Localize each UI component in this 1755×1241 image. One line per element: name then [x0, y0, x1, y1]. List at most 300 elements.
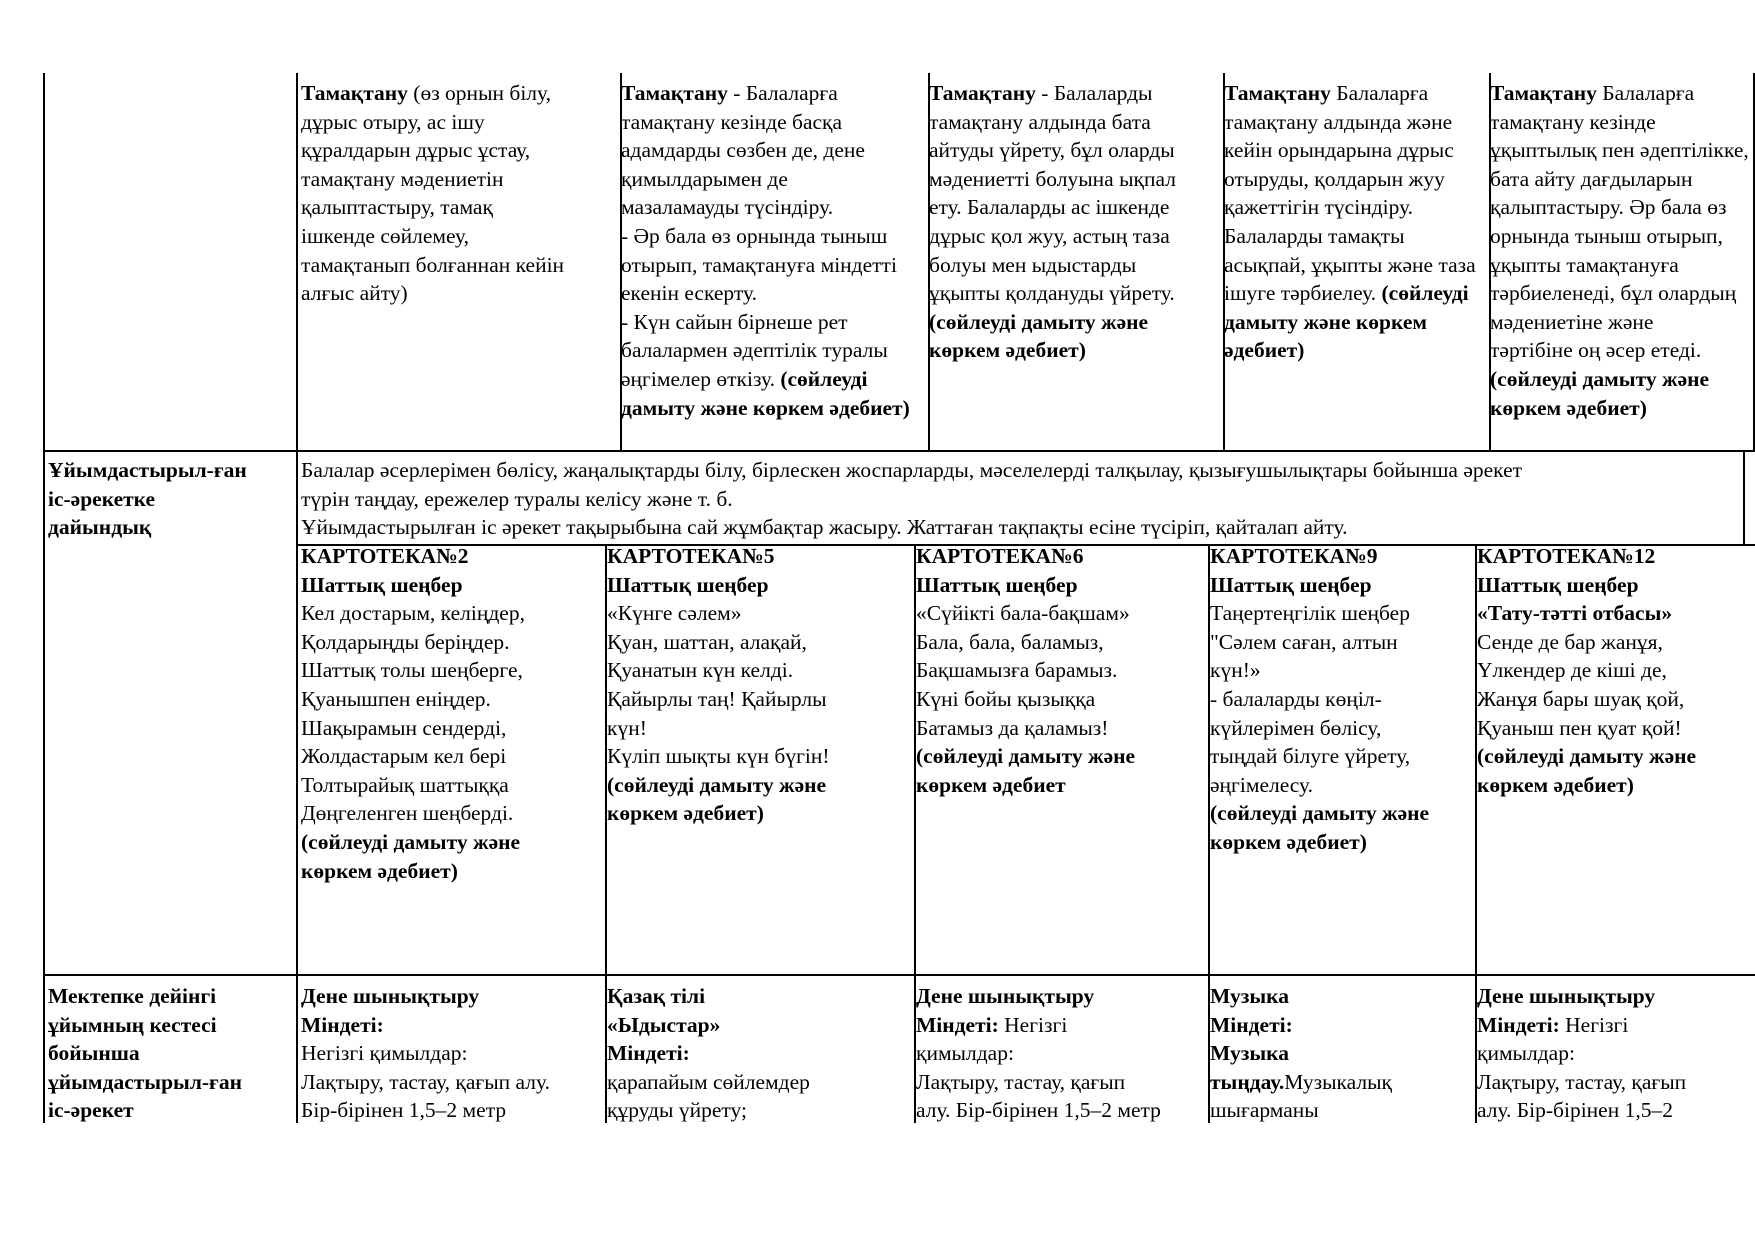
text: Толтырайық шаттыққа [301, 772, 509, 797]
text: Дөңгеленген шеңберді. [301, 801, 514, 826]
text-line [607, 599, 914, 628]
text: балалармен әдептілік туралы [621, 338, 888, 363]
bold-text: Музыка [1210, 984, 1289, 1008]
prep-cell-5 [1473, 539, 1755, 973]
text-line [1490, 251, 1753, 280]
text: қалыптастыру, тамақ [301, 195, 493, 220]
text: ішуге тәрбиелеу. [1224, 281, 1382, 306]
text: - балаларды көңіл- [1210, 686, 1382, 711]
text-line [929, 251, 1222, 280]
text-line [1210, 1039, 1475, 1068]
text-line [48, 485, 296, 514]
text: түрін таңдау, ережелер туралы келісу және т. б. [301, 486, 733, 511]
text-line [929, 165, 1222, 194]
text: "Сәлем саған, алтын [1210, 629, 1398, 654]
text: Жанұя бары шуақ қой, [1477, 686, 1685, 711]
text: Шақырамын сендерді, [301, 715, 507, 740]
text: тамақтану алдында және [1224, 109, 1453, 134]
text: Қайырлы таң! Қайырлы [607, 686, 827, 711]
bold-text: (сөйлеуді [1381, 281, 1469, 306]
text: айтуды үйрету, бұл оларды [929, 138, 1175, 163]
text-line [1210, 982, 1475, 1011]
text-line [916, 714, 1208, 743]
bold-text: (сөйлеуді дамыту және [1490, 366, 1710, 391]
text-line [929, 279, 1222, 308]
text-line [607, 1068, 914, 1097]
meals-cell-4 [1220, 76, 1488, 448]
text: қарапайым сөйлемдер [607, 1069, 810, 1094]
bold-text: (сөйлеуді дамыту және [1477, 744, 1697, 769]
text-line [301, 513, 1743, 542]
meals-cell-5 [1486, 76, 1753, 448]
text-line [607, 742, 914, 771]
bold-text: әдебиет) [1224, 338, 1305, 363]
text-line [607, 571, 914, 600]
text: шығарманы [1210, 1098, 1319, 1123]
meals-cell-2 [617, 76, 927, 448]
prep-cell-2 [603, 539, 914, 973]
text-line [301, 279, 619, 308]
text-line [1210, 628, 1475, 657]
text: қажеттігін түсіндіру. [1224, 195, 1414, 220]
text-line [1477, 685, 1755, 714]
bold-text: ұйымдастырыл-ған [48, 1069, 242, 1094]
text: Қолдарыңды беріңдер. [301, 629, 510, 654]
text-line [929, 336, 1222, 365]
text: Батамыз да қаламыз! [916, 715, 1109, 740]
bold-text: бойынша [48, 1041, 140, 1066]
text: тамақтану алдында бата [929, 109, 1151, 134]
text-line [301, 685, 605, 714]
text: Негізгі қимылдар: [301, 1041, 468, 1066]
bold-text: дамыту және көркем әдебиет) [621, 395, 910, 420]
bold-text: Мектепке дейінгі [48, 984, 217, 1008]
text: Жолдастарым кел бері [301, 744, 507, 769]
prep-label [44, 453, 296, 653]
bold-text: Ұйымдастырыл-ған [48, 458, 247, 482]
bold-text: Тамақтану [621, 81, 728, 105]
text: (өз орнын білу, [407, 81, 552, 105]
bold-text: Музыка [1210, 1041, 1289, 1066]
text: мазаламауды түсіндіру. [621, 195, 834, 220]
text-line [621, 165, 927, 194]
bold-text: көркем әдебиет) [929, 338, 1086, 363]
bold-text: Дене шынықтыру [1477, 984, 1656, 1008]
text: Үлкендер де кіші де, [1477, 658, 1667, 683]
text-line [607, 1096, 914, 1124]
bold-text: дайындық [48, 515, 152, 540]
text-line [916, 599, 1208, 628]
text-line [301, 828, 605, 857]
bold-text: Міндеті: [1477, 1012, 1560, 1037]
text-line [1477, 982, 1755, 1011]
text-line [1210, 742, 1475, 771]
text: дұрыс қол жуу, астың таза [929, 223, 1170, 248]
text-line [1210, 828, 1475, 857]
bold-text: Шаттық шеңбер [607, 572, 769, 597]
text: - Балаларға [727, 81, 838, 105]
text: Күліп шықты күн бүгін! [607, 744, 830, 769]
text-line [301, 108, 619, 137]
text: ұқыптылық пен әдептілікке, [1490, 138, 1749, 163]
text-line [916, 656, 1208, 685]
text-line [1210, 571, 1475, 600]
bold-text: КАРТОТЕКА№9 [1210, 544, 1378, 568]
text-line [916, 1039, 1208, 1068]
schedule-cell-3 [912, 979, 1208, 1124]
text-line [1224, 136, 1488, 165]
text: тамақтану кезінде [1490, 109, 1656, 134]
text: адамдарды сөзбен де, дене [621, 138, 865, 163]
bold-text: Шаттық шеңбер [301, 572, 463, 597]
text-line [1224, 279, 1488, 308]
text-line [1477, 771, 1755, 800]
text-line [916, 571, 1208, 600]
text-line [1490, 136, 1753, 165]
row-divider-2 [43, 974, 1755, 976]
text-line [929, 193, 1222, 222]
text-line [1224, 222, 1488, 251]
text: тәрбиеленеді, бұл олардың [1490, 281, 1737, 306]
text: тыңдай білуге үйрету, [1210, 744, 1411, 769]
text-line [301, 251, 619, 280]
text-line [916, 685, 1208, 714]
text-line [301, 857, 605, 886]
text: құруды үйрету; [607, 1098, 747, 1123]
text: Лақтыру, тастау, қағып [1477, 1069, 1687, 1094]
text-line [916, 982, 1208, 1011]
bold-text: (сөйлеуді дамыту және [929, 309, 1149, 334]
text-line [1224, 193, 1488, 222]
text: «Сүйікті бала-бақшам» [916, 601, 1130, 626]
text-line [48, 456, 296, 485]
text-line [301, 982, 605, 1011]
text-line [1224, 336, 1488, 365]
text-line [621, 365, 927, 394]
text-line [621, 394, 927, 423]
text-line [301, 485, 1743, 514]
schedule-cell-4 [1206, 979, 1475, 1124]
text: күйлерімен бөлісу, [1210, 715, 1382, 740]
text-line [607, 685, 914, 714]
text-line [1477, 714, 1755, 743]
text: тәртібіне оң әсер етеді. [1490, 338, 1702, 363]
meals-cell-3 [925, 76, 1222, 448]
text-line [48, 982, 296, 1011]
text: алғыс айту) [301, 281, 408, 306]
bold-text: тыңдау. [1210, 1069, 1285, 1094]
text-line [1490, 193, 1753, 222]
text-line [621, 79, 927, 108]
bold-text: КАРТОТЕКА№6 [916, 544, 1084, 568]
text: күн! [607, 715, 647, 740]
text-line [1210, 599, 1475, 628]
text-line [1210, 685, 1475, 714]
text-line [1490, 336, 1753, 365]
text: отыруды, қолдарын жуу [1224, 166, 1445, 191]
text-line [48, 513, 296, 542]
bold-text: «Ыдыстар» [607, 1012, 721, 1037]
text: екенін ескерту. [621, 281, 757, 306]
text: әңгімелер өткізу. [621, 366, 781, 391]
text-line [48, 1096, 296, 1124]
bold-text: «Тату-тәтті отбасы» [1477, 601, 1673, 626]
text: Кел достарым, келіңдер, [301, 601, 525, 626]
text-line [621, 251, 927, 280]
text: Лақтыру, тастау, қағып алу. [301, 1069, 550, 1094]
text: ішкенде сөйлемеу, [301, 223, 470, 248]
bold-text: Міндеті: [1210, 1012, 1293, 1037]
text-line [48, 1039, 296, 1068]
text: Шаттық толы шеңберге, [301, 658, 523, 683]
text-line [301, 1011, 605, 1040]
text: Қуанышпен еніңдер. [301, 686, 491, 711]
text-line [301, 571, 605, 600]
bold-text: (сөйлеуді дамыту және [916, 744, 1136, 769]
text-line [1477, 1068, 1755, 1097]
text-line [1490, 222, 1753, 251]
meals-border-right [1753, 73, 1755, 450]
text-line [929, 222, 1222, 251]
bold-text: іс-әрекет [48, 1098, 134, 1123]
text: ұқыпты қолдануды үйрету. [929, 281, 1175, 306]
text: орнында тыныш отырып, [1490, 223, 1723, 248]
bold-text: Шаттық шеңбер [1477, 572, 1639, 597]
text-line [1477, 656, 1755, 685]
text-line [1477, 599, 1755, 628]
text-line [1490, 165, 1753, 194]
bold-text: көркем әдебиет) [1210, 829, 1367, 854]
text: бата айту дағдыларын [1490, 166, 1693, 191]
prep-cell-3 [912, 539, 1208, 973]
text-line [301, 599, 605, 628]
bold-text: Шаттық шеңбер [916, 572, 1078, 597]
text-line [1490, 394, 1753, 423]
text: ету. Балаларды ас ішкенде [929, 195, 1170, 220]
text-line [1224, 108, 1488, 137]
bold-text: Міндеті: [301, 1012, 384, 1037]
text-line [621, 193, 927, 222]
text-line [301, 193, 619, 222]
text-line [301, 771, 605, 800]
schedule-cell-5 [1473, 979, 1755, 1124]
text: алу. Бір-бірінен 1,5–2 метр [916, 1098, 1161, 1123]
schedule-label [44, 979, 296, 1124]
text-line [301, 1068, 605, 1097]
text-line [607, 799, 914, 828]
text-line [1224, 251, 1488, 280]
bold-text: КАРТОТЕКА№2 [301, 544, 469, 568]
text: Негізгі [998, 1012, 1068, 1037]
text: Қуан, шаттан, алақай, [607, 629, 807, 654]
text: Балаларды тамақты [1224, 223, 1405, 248]
text-line [929, 308, 1222, 337]
text: мәдениетіне және [1490, 309, 1654, 334]
bold-text: (сөйлеуді дамыту және [607, 772, 827, 797]
bold-text: Міндеті: [916, 1012, 999, 1037]
text-line [1210, 771, 1475, 800]
text-line [916, 1068, 1208, 1097]
text-line [607, 982, 914, 1011]
text: Қуаныш пен қуат қой! [1477, 715, 1682, 740]
bold-text: Шаттық шеңбер [1210, 572, 1372, 597]
text: тамақтанып болғаннан кейін [301, 252, 565, 277]
bold-text: КАРТОТЕКА№12 [1477, 544, 1656, 568]
text-line [607, 542, 914, 571]
text-line [916, 628, 1208, 657]
text-line [916, 771, 1208, 800]
text: ұқыпты тамақтануға [1490, 252, 1679, 277]
schedule-cell-2 [603, 979, 914, 1124]
text-line [607, 771, 914, 800]
meals-cell-1 [297, 76, 619, 448]
text-line [916, 1011, 1208, 1040]
text-line [301, 799, 605, 828]
text: - Балаларды [1035, 81, 1153, 105]
text-line [621, 136, 927, 165]
bold-text: Дене шынықтыру [301, 984, 480, 1008]
text-line [1477, 628, 1755, 657]
text-line [1490, 108, 1753, 137]
bold-text: көркем әдебиет [916, 772, 1066, 797]
text: алу. Бір-бірінен 1,5–2 [1477, 1098, 1673, 1123]
text-line [929, 79, 1222, 108]
prep-border-right [1743, 450, 1745, 545]
bold-text: Тамақтану [301, 81, 408, 105]
text: тамақтану кезінде басқа [621, 109, 843, 134]
bold-text: Тамақтану [929, 81, 1036, 105]
bold-text: ұйымның кестесі [48, 1012, 217, 1037]
text-line [1210, 714, 1475, 743]
row-divider-1 [43, 450, 1755, 452]
text-line [301, 628, 605, 657]
text-line [1224, 79, 1488, 108]
bold-text: көркем әдебиет) [1490, 395, 1647, 420]
text: мәдениетті болуына ықпал [929, 166, 1176, 191]
text: Таңертеңгілік шеңбер [1210, 601, 1410, 626]
text-line [48, 1068, 296, 1097]
text-line [1490, 308, 1753, 337]
text-line [916, 1096, 1208, 1124]
text-line [301, 1039, 605, 1068]
text-line [607, 1039, 914, 1068]
bold-text: дамыту және көркем [1224, 309, 1428, 334]
text: қимылдарымен де [621, 166, 788, 191]
bold-text: (сөйлеуді [780, 366, 868, 391]
text-line [1490, 79, 1753, 108]
text: - Күн сайын бірнеше рет [621, 309, 848, 334]
prep-intro [297, 453, 1743, 545]
text: отырып, тамақтануға міндетті [621, 252, 897, 277]
text: болуы мен ыдыстарды [929, 252, 1137, 277]
text: Бала, бала, баламыз, [916, 629, 1104, 654]
text-line [1490, 279, 1753, 308]
text: - Әр бала өз орнында тыныш [621, 223, 888, 248]
bold-text: Қазақ тілі [607, 984, 706, 1008]
text: тамақтану мәдениетін [301, 166, 504, 191]
schedule-cell-1 [297, 979, 605, 1124]
text-line [1224, 165, 1488, 194]
text: күн!» [1210, 658, 1261, 683]
text-line [1477, 742, 1755, 771]
text-line [301, 656, 605, 685]
text-line [301, 1096, 605, 1124]
text-line [1477, 571, 1755, 600]
text-line [1210, 1011, 1475, 1040]
prep-cell-1 [297, 539, 605, 973]
text: Бақшамызға барамыз. [916, 658, 1118, 683]
text: қалыптастыру. Әр бала өз [1490, 195, 1727, 220]
text-line [621, 222, 927, 251]
text-line [916, 742, 1208, 771]
text: Балалар әсерлерімен бөлісу, жаңалықтарды білу, бірлескен жоспарларды, мәселелерді талқылау, қызығушылықтары бойынша әрекет [301, 458, 1523, 482]
text-line [301, 136, 619, 165]
bold-text: (сөйлеуді дамыту және [301, 829, 521, 854]
text: қимылдар: [1477, 1041, 1575, 1066]
bold-text: іс-әрекетке [48, 486, 156, 511]
text-line [607, 628, 914, 657]
text-line [1224, 308, 1488, 337]
text: әңгімелесу. [1210, 772, 1314, 797]
text: Музыкалық [1284, 1069, 1392, 1094]
text-line [621, 279, 927, 308]
text-line [1477, 1011, 1755, 1040]
text-line [1490, 365, 1753, 394]
text: Балаларға [1330, 81, 1429, 105]
text: Сенде де бар жанұя, [1477, 629, 1663, 654]
text-line [1477, 542, 1755, 571]
bold-text: көркем әдебиет) [607, 801, 764, 826]
bold-text: Міндеті: [607, 1041, 690, 1066]
text-line [916, 542, 1208, 571]
text: Балаларға [1596, 81, 1695, 105]
text: Негізгі [1559, 1012, 1629, 1037]
text: дұрыс отыру, ас ішу [301, 109, 485, 134]
bold-text: (сөйлеуді дамыту және [1210, 801, 1430, 826]
text: Ұйымдастырылған іс әрекет тақырыбына сай жұмбақтар жасыру. Жаттаған тақпақты есіне түсіріп, қайталап айту. [301, 515, 1348, 540]
bold-text: Дене шынықтыру [916, 984, 1095, 1008]
text-line [1477, 1039, 1755, 1068]
text-line [1477, 1096, 1755, 1124]
text-line [1210, 799, 1475, 828]
text: Лақтыру, тастау, қағып [916, 1069, 1126, 1094]
text-line [621, 336, 927, 365]
bold-text: Тамақтану [1224, 81, 1331, 105]
text-line [607, 714, 914, 743]
text-line [1210, 1096, 1475, 1124]
text-line [929, 108, 1222, 137]
text-line [301, 456, 1743, 485]
text: кейін орындарына дұрыс [1224, 138, 1454, 163]
bold-text: көркем әдебиет) [301, 858, 458, 883]
text: Бір-бірінен 1,5–2 метр [301, 1098, 507, 1123]
text-line [301, 222, 619, 251]
text-line [48, 1011, 296, 1040]
text-line [301, 714, 605, 743]
text-line [301, 542, 605, 571]
text-line [1210, 542, 1475, 571]
text-line [929, 136, 1222, 165]
text-line [301, 742, 605, 771]
bold-text: көркем әдебиет) [1477, 772, 1634, 797]
text-line [607, 656, 914, 685]
text: құралдарын дұрыс ұстау, [301, 138, 531, 163]
text: «Күнге сәлем» [607, 601, 742, 626]
text-line [301, 165, 619, 194]
text: Қуанатын күн келді. [607, 658, 794, 683]
bold-text: КАРТОТЕКА№5 [607, 544, 775, 568]
text: Күні бойы қызыққа [916, 686, 1096, 711]
